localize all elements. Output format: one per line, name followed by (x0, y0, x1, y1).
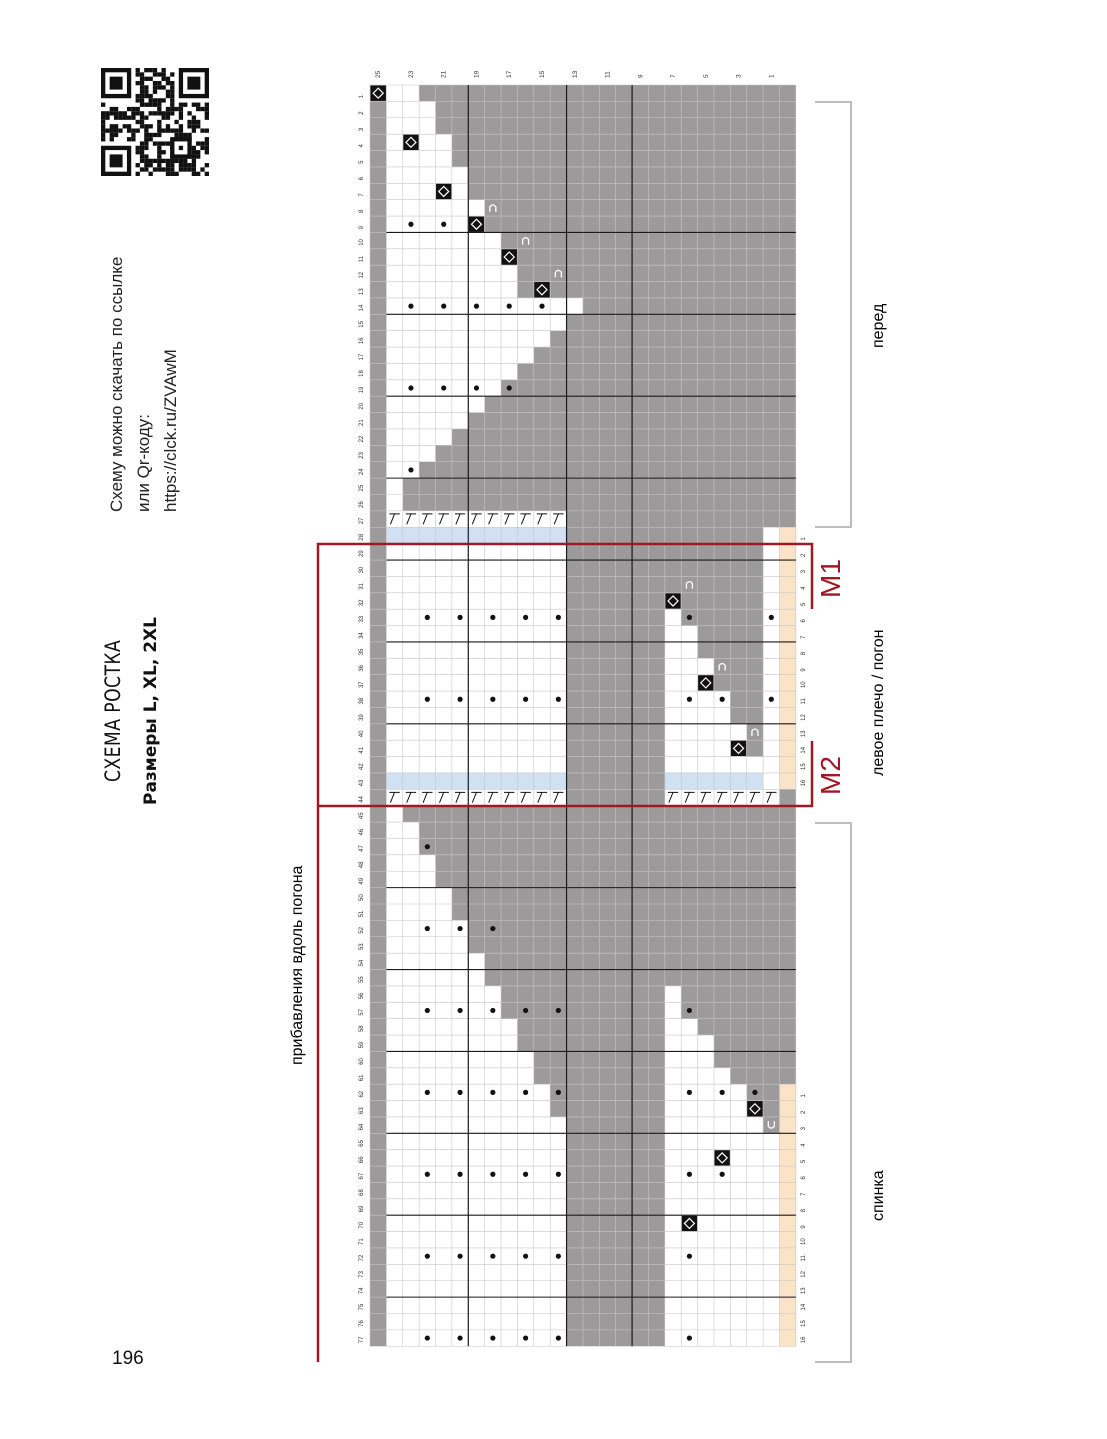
front-row-white (386, 495, 402, 511)
back-row-white (386, 1199, 566, 1215)
front-row-white (386, 101, 435, 117)
stitch-dot (687, 615, 692, 620)
stitch-dot (523, 1008, 528, 1013)
shoulder-stair (665, 724, 747, 740)
back-row-white (386, 1182, 566, 1198)
stitch-dot (687, 697, 692, 702)
back-right-white (665, 986, 681, 1002)
column-number: 19 (473, 70, 481, 78)
column-number: 25 (375, 70, 383, 78)
back-row-number: 13 (800, 1287, 807, 1295)
stitch-dot (457, 1090, 462, 1095)
stitch-dot (720, 1172, 725, 1177)
label-front: перед (870, 303, 887, 348)
row-number: 59 (359, 1041, 365, 1049)
row-number: 53 (359, 943, 365, 951)
row-number: 13 (359, 288, 365, 295)
stitch-dot (769, 615, 774, 620)
row-number: 40 (359, 730, 365, 738)
stitch-dot (425, 1172, 430, 1177)
back-right-white (665, 1101, 747, 1117)
back-row-white (386, 1314, 566, 1330)
stitch-dot (408, 467, 413, 472)
back-row-number: 3 (800, 1126, 807, 1131)
label-increases: прибавления вдоль погона (289, 865, 306, 1065)
row-number: 66 (359, 1156, 365, 1164)
back-right-white (665, 1264, 780, 1280)
shoulder-row-number: 15 (800, 763, 807, 770)
shoulder-row-number: 11 (800, 698, 807, 705)
column-number: 5 (702, 74, 710, 78)
label-m2: M2 (815, 756, 846, 795)
column-number: 3 (735, 74, 743, 78)
back-row-number: 9 (800, 1225, 807, 1229)
stitch-dot (490, 615, 495, 620)
column-number: 11 (604, 71, 612, 78)
row-number: 73 (359, 1271, 365, 1278)
stitch-dot (507, 304, 512, 309)
row-number: 55 (359, 976, 365, 983)
row-number: 48 (359, 861, 365, 869)
back-row-number: 8 (800, 1208, 807, 1213)
row-number: 49 (359, 877, 365, 885)
page-number: 196 (112, 1348, 144, 1369)
shoulder-row-number: 9 (800, 668, 807, 672)
back-row-number: 4 (800, 1143, 807, 1147)
back-right-white (665, 1232, 780, 1248)
column-number: 23 (407, 70, 415, 78)
stitch-dot (720, 1090, 725, 1095)
shoulder-row-number: 5 (800, 602, 807, 607)
stitch-dot (687, 1090, 692, 1095)
label-shoulder: левое плечо / погон (870, 629, 887, 776)
shoulder-row-number: 12 (800, 714, 807, 721)
row-number: 6 (359, 176, 365, 181)
stitch-dot (556, 1008, 561, 1013)
stitch-dot (441, 222, 446, 227)
stitch-dot (556, 697, 561, 702)
row-number: 71 (359, 1238, 365, 1245)
row-number: 72 (359, 1254, 365, 1262)
row-number: 3 (359, 127, 365, 132)
back-row-number: 15 (800, 1320, 807, 1327)
front-row-white (386, 167, 468, 183)
row-number: 41 (359, 746, 365, 754)
front-row-white (386, 249, 501, 265)
stitch-dot (457, 697, 462, 702)
back-right-white (665, 1248, 780, 1264)
stitch-dot (687, 1335, 692, 1340)
row-number: 42 (359, 763, 365, 770)
row-number: 77 (359, 1336, 365, 1344)
row-number: 5 (359, 160, 365, 164)
stitch-dot (523, 615, 528, 620)
shoulder-row-number: 4 (800, 586, 807, 590)
stitch-dot (457, 1172, 462, 1177)
stitch-dot (556, 1172, 561, 1177)
stitch-dot (457, 926, 462, 931)
front-row-white (386, 118, 435, 134)
back-right-white (665, 1281, 780, 1297)
back-row-white (386, 1051, 533, 1067)
stitch-dot (408, 385, 413, 390)
stitch-dot (457, 1008, 462, 1013)
stitch-dot (539, 304, 544, 309)
row-number: 16 (359, 337, 365, 345)
back-row-white (386, 1117, 566, 1133)
row-number: 10 (359, 239, 365, 246)
front-row-white (386, 413, 468, 429)
column-number: 1 (768, 74, 776, 78)
row-number: 47 (359, 845, 365, 852)
back-row-white (386, 1166, 566, 1182)
stitch-dot (441, 385, 446, 390)
row-number: 30 (359, 566, 365, 574)
row-number: 58 (359, 1025, 365, 1033)
back-right-white (665, 1084, 747, 1100)
note-link[interactable]: https://clck.ru/ZVAwM (161, 349, 180, 512)
row-number: 31 (359, 583, 365, 590)
stitch-dot (769, 697, 774, 702)
row-number: 51 (359, 910, 365, 918)
row-number: 38 (359, 697, 365, 705)
row-number: 63 (359, 1107, 365, 1114)
stitch-dot (425, 1335, 430, 1340)
column-number: 21 (440, 70, 448, 78)
back-right-white (665, 1051, 714, 1067)
back-row-white (386, 1232, 566, 1248)
stitch-dot (687, 1008, 692, 1013)
row-number: 45 (359, 812, 365, 820)
row-number: 67 (359, 1172, 365, 1180)
front-row-white (386, 478, 402, 494)
row-number: 11 (359, 255, 365, 263)
stitch-dot (474, 304, 479, 309)
row-number: 35 (359, 648, 365, 656)
stitch-dot (457, 1254, 462, 1259)
stitch-dot (425, 926, 430, 931)
row-number: 8 (359, 209, 365, 214)
row-number: 54 (359, 959, 365, 967)
front-row-white (386, 347, 533, 363)
row-number: 28 (359, 533, 365, 541)
row-number: 15 (359, 321, 365, 328)
column-number: 7 (670, 74, 678, 78)
stitch-dot (523, 1254, 528, 1259)
stitch-dot (490, 697, 495, 702)
stitch-dot (425, 1254, 430, 1259)
blue-row-top (386, 527, 566, 543)
stitch-dot (490, 1008, 495, 1013)
row-number: 21 (359, 419, 365, 426)
row-number: 64 (359, 1123, 365, 1131)
row-number: 17 (359, 353, 365, 361)
blue-row-bottom-right (665, 773, 780, 789)
stitch-dot (457, 1335, 462, 1340)
note-line-1: Схему можно скачать по ссылке (107, 256, 126, 512)
label-m1: M1 (815, 559, 846, 598)
row-number: 18 (359, 370, 365, 377)
stitch-dot (752, 1090, 757, 1095)
back-row-white (386, 937, 468, 953)
row-number: 1 (359, 95, 365, 99)
row-number: 62 (359, 1090, 365, 1098)
stitch-dot (474, 385, 479, 390)
back-row-white (386, 1215, 566, 1231)
row-number: 39 (359, 714, 365, 721)
shoulder-row-number: 7 (800, 635, 807, 639)
back-row-number: 5 (800, 1159, 807, 1164)
row-number: 14 (359, 304, 365, 312)
stitch-dot (457, 615, 462, 620)
back-row-white (386, 806, 402, 822)
row-number: 68 (359, 1189, 365, 1196)
page-title: СХЕМА РОСТКА (101, 639, 125, 782)
row-number: 22 (359, 435, 365, 443)
shoulder-row-number: 3 (800, 570, 807, 574)
back-row-number: 14 (800, 1303, 807, 1311)
stitch-dot (490, 1335, 495, 1340)
row-number: 34 (359, 632, 365, 639)
stitch-dot (490, 1090, 495, 1095)
back-row-white (386, 855, 435, 871)
back-right-white (665, 1330, 780, 1346)
back-row-white (386, 1330, 566, 1346)
stitch-dot (556, 615, 561, 620)
row-number: 33 (359, 615, 365, 623)
back-right-white (665, 1314, 780, 1330)
back-row-white (386, 1297, 566, 1313)
back-right-white (665, 1199, 780, 1215)
row-number: 37 (359, 681, 365, 689)
stitch-dot (507, 385, 512, 390)
back-right-white (665, 1035, 714, 1051)
back-row-number: 6 (800, 1176, 807, 1180)
stitch-dot (408, 304, 413, 309)
shoulder-row-number: 16 (800, 779, 807, 787)
column-number: 15 (538, 70, 546, 78)
column-number: 9 (637, 74, 645, 78)
back-row-number: 1 (800, 1094, 807, 1098)
row-number: 23 (359, 452, 365, 459)
shoulder-stair (665, 658, 714, 674)
bracket-front (815, 102, 851, 527)
row-number: 9 (359, 226, 365, 230)
row-number: 43 (359, 779, 365, 787)
shoulder-row-number: 13 (800, 730, 807, 738)
row-number: 61 (359, 1074, 365, 1082)
stitch-dot (425, 1090, 430, 1095)
stitch-dot (523, 697, 528, 702)
row-number: 70 (359, 1221, 365, 1229)
stitch-dot (408, 222, 413, 227)
stitch-dot (425, 844, 430, 849)
back-row-white (386, 1150, 566, 1166)
front-row-white (386, 314, 566, 330)
stitch-dot (687, 1254, 692, 1259)
bracket-back (815, 823, 851, 1362)
stitch-dot (556, 1254, 561, 1259)
stitch-dot (425, 697, 430, 702)
shoulder-row-number: 8 (800, 651, 807, 656)
back-row-white (386, 1133, 566, 1149)
row-number: 36 (359, 664, 365, 672)
back-row-number: 11 (800, 1255, 807, 1262)
back-right-white (665, 1133, 780, 1149)
back-row-number: 12 (800, 1271, 807, 1278)
row-number: 27 (359, 517, 365, 525)
row-number: 7 (359, 193, 365, 197)
row-number: 57 (359, 1008, 365, 1016)
shoulder-row-number: 14 (800, 746, 807, 754)
stitch-dot (490, 1172, 495, 1177)
back-row-white (386, 1068, 533, 1084)
row-number: 4 (359, 144, 365, 148)
row-44-right-white (665, 789, 780, 805)
row-number: 19 (359, 386, 365, 394)
row-number: 46 (359, 828, 365, 836)
back-row-white (386, 871, 435, 887)
shoulder-stair (665, 609, 681, 625)
row-number: 29 (359, 550, 365, 558)
row-number: 12 (359, 271, 365, 279)
row-number: 60 (359, 1058, 365, 1065)
shoulder-row-number: 2 (800, 553, 807, 558)
stitch-dot (425, 615, 430, 620)
row-number: 50 (359, 894, 365, 901)
front-row-white (386, 183, 468, 199)
shoulder-row-number: 6 (800, 619, 807, 623)
row-number: 76 (359, 1320, 365, 1327)
note-line-2: или Qr-коду: (134, 413, 153, 512)
blue-row-bottom (386, 773, 566, 789)
row-number: 20 (359, 402, 365, 410)
row-number: 65 (359, 1140, 365, 1147)
row-number: 74 (359, 1287, 365, 1295)
row-number: 2 (359, 111, 365, 115)
stitch-dot (425, 1008, 430, 1013)
stitch-dot (490, 926, 495, 931)
stitch-dot (441, 304, 446, 309)
row-number: 26 (359, 501, 365, 508)
stitch-dot (556, 1335, 561, 1340)
front-row-white (386, 232, 501, 248)
back-right-white (665, 1182, 780, 1198)
stitch-dot (523, 1172, 528, 1177)
back-row-white (386, 1264, 566, 1280)
stitch-dot (556, 1090, 561, 1095)
stitch-dot (687, 1172, 692, 1177)
row-number: 32 (359, 599, 365, 607)
row-number: 25 (359, 484, 365, 492)
row-number: 24 (359, 468, 365, 476)
row-number: 52 (359, 927, 365, 934)
back-row-white (386, 1248, 566, 1264)
back-row-white (386, 986, 501, 1002)
back-row-number: 2 (800, 1110, 807, 1114)
row-number: 44 (359, 796, 365, 803)
front-row-white (386, 445, 435, 461)
back-right-white (665, 1297, 780, 1313)
stitch-dot (523, 1335, 528, 1340)
section-brackets (815, 102, 851, 1362)
sizes-subtitle: Размеры L, XL, 2XL (141, 617, 161, 805)
row-number: 75 (359, 1303, 365, 1311)
stitch-dot (523, 1090, 528, 1095)
row-number: 56 (359, 992, 365, 1000)
back-right-white (665, 1002, 681, 1018)
shoulder-row-number: 1 (800, 537, 807, 541)
back-row-number: 16 (800, 1336, 807, 1344)
stitch-dot (720, 697, 725, 702)
label-back: спинка (870, 1170, 887, 1221)
shoulder-row-number: 10 (800, 681, 807, 689)
back-row-white (386, 1002, 501, 1018)
column-number: 13 (571, 70, 579, 78)
column-number: 17 (506, 70, 514, 78)
row-number: 69 (359, 1205, 365, 1213)
stitch-dot (490, 1254, 495, 1259)
back-row-white (386, 1281, 566, 1297)
back-row-number: 7 (800, 1192, 807, 1196)
back-row-number: 10 (800, 1238, 807, 1245)
